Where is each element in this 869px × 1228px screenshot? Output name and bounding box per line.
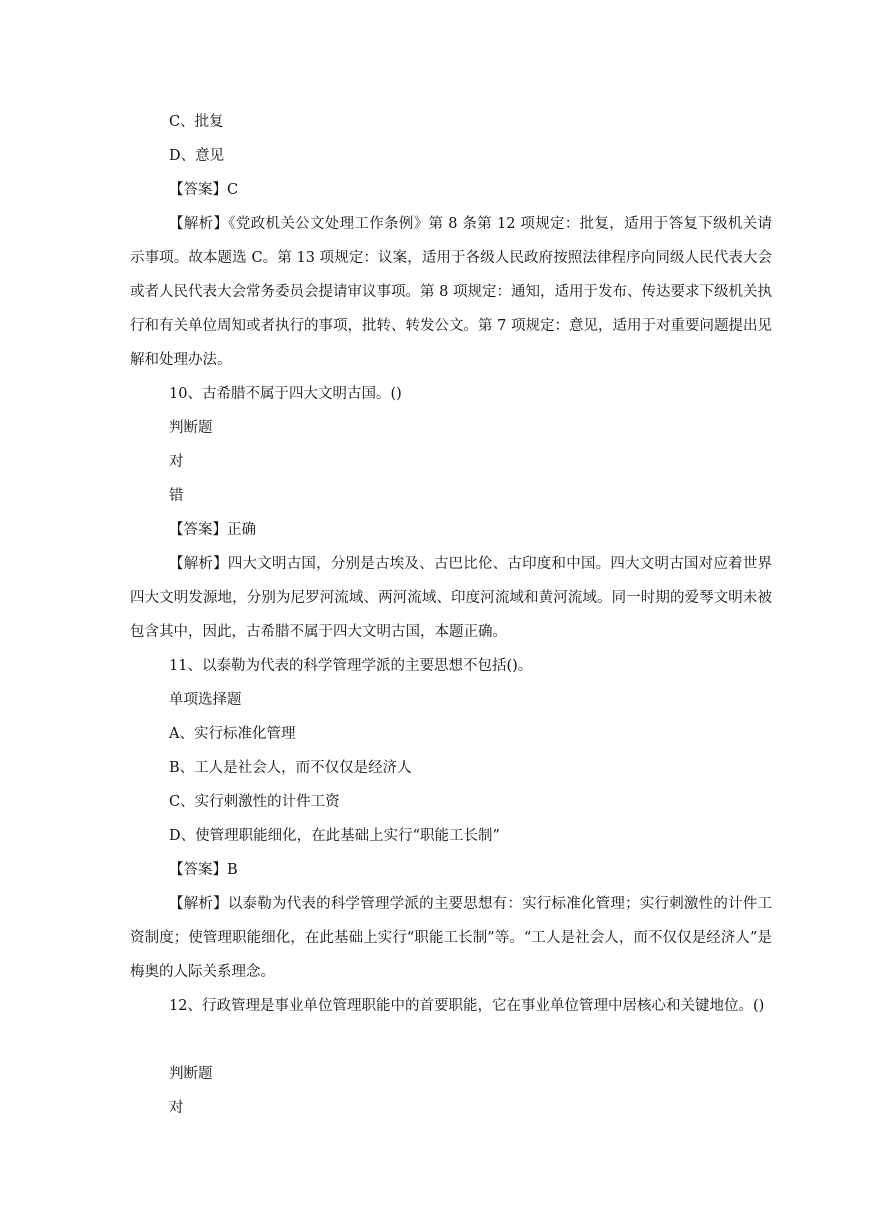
option-d-line: D、使管理职能细化，在此基础上实行“职能工长制” [169,828,500,844]
answer-line: 【答案】正确 [169,522,256,538]
analysis-paragraph: 【解析】四大文明古国，分别是古埃及、古巴比伦、古印度和中国。四大文明古国对应着世界四大文明发源地，分别为尼罗河流域、两河流域、印度河流域和黄河流域。同一时期的爱琴文明未被包含其中，因此，古希腊不属于四大文明古国，本题正确。 [130,556,772,640]
question-12: 12、行政管理是事业单位管理职能中的首要职能，它在事业单位管理中居核心和关键地位。() [169,998,765,1014]
answer-line: 【答案】C [169,182,239,198]
option-true: 对 [169,454,184,470]
analysis-paragraph: 【解析】以泰勒为代表的科学管理学派的主要思想有：实行标准化管理；实行刺激性的计件工资制度；使管理职能细化，在此基础上实行“职能工长制”等。“工人是社会人，而不仅仅是经济人”是梅奥的人际关系理念。 [130,896,772,980]
option-a-line: A、实行标准化管理 [169,726,296,742]
option-false: 错 [169,488,184,504]
option-d-line: D、意见 [169,148,225,164]
option-true: 对 [169,1100,184,1116]
option-c-line: C、批复 [169,114,224,130]
question-11: 11、以泰勒为代表的科学管理学派的主要思想不包括()。 [169,658,533,674]
question-type-label: 判断题 [169,420,213,436]
analysis-paragraph: 【解析】《党政机关公文处理工作条例》第 8 条第 12 项规定：批复，适用于答复下级机关请示事项。故本题选 C。第 13 项规定：议案，适用于各级人民政府按照法律程序向同级人民代表大会或者人民代表大会常务委员会提请审议事项。第 8 项规定：通知，适用于发布、传达要求下级机关执行和有关单位周知或者执行的事项，批转、转发公文。第 7 项规定：意见，适用于对重要问题提出见解和处理办法。 [130,216,772,368]
option-b-line: B、工人是社会人，而不仅仅是经济人 [169,760,412,776]
question-type-label: 判断题 [169,1066,213,1082]
question-type-label: 单项选择题 [169,692,242,708]
option-c-line: C、实行刺激性的计件工资 [169,794,340,810]
answer-line: 【答案】B [169,862,238,878]
question-10: 10、古希腊不属于四大文明古国。() [169,386,402,402]
